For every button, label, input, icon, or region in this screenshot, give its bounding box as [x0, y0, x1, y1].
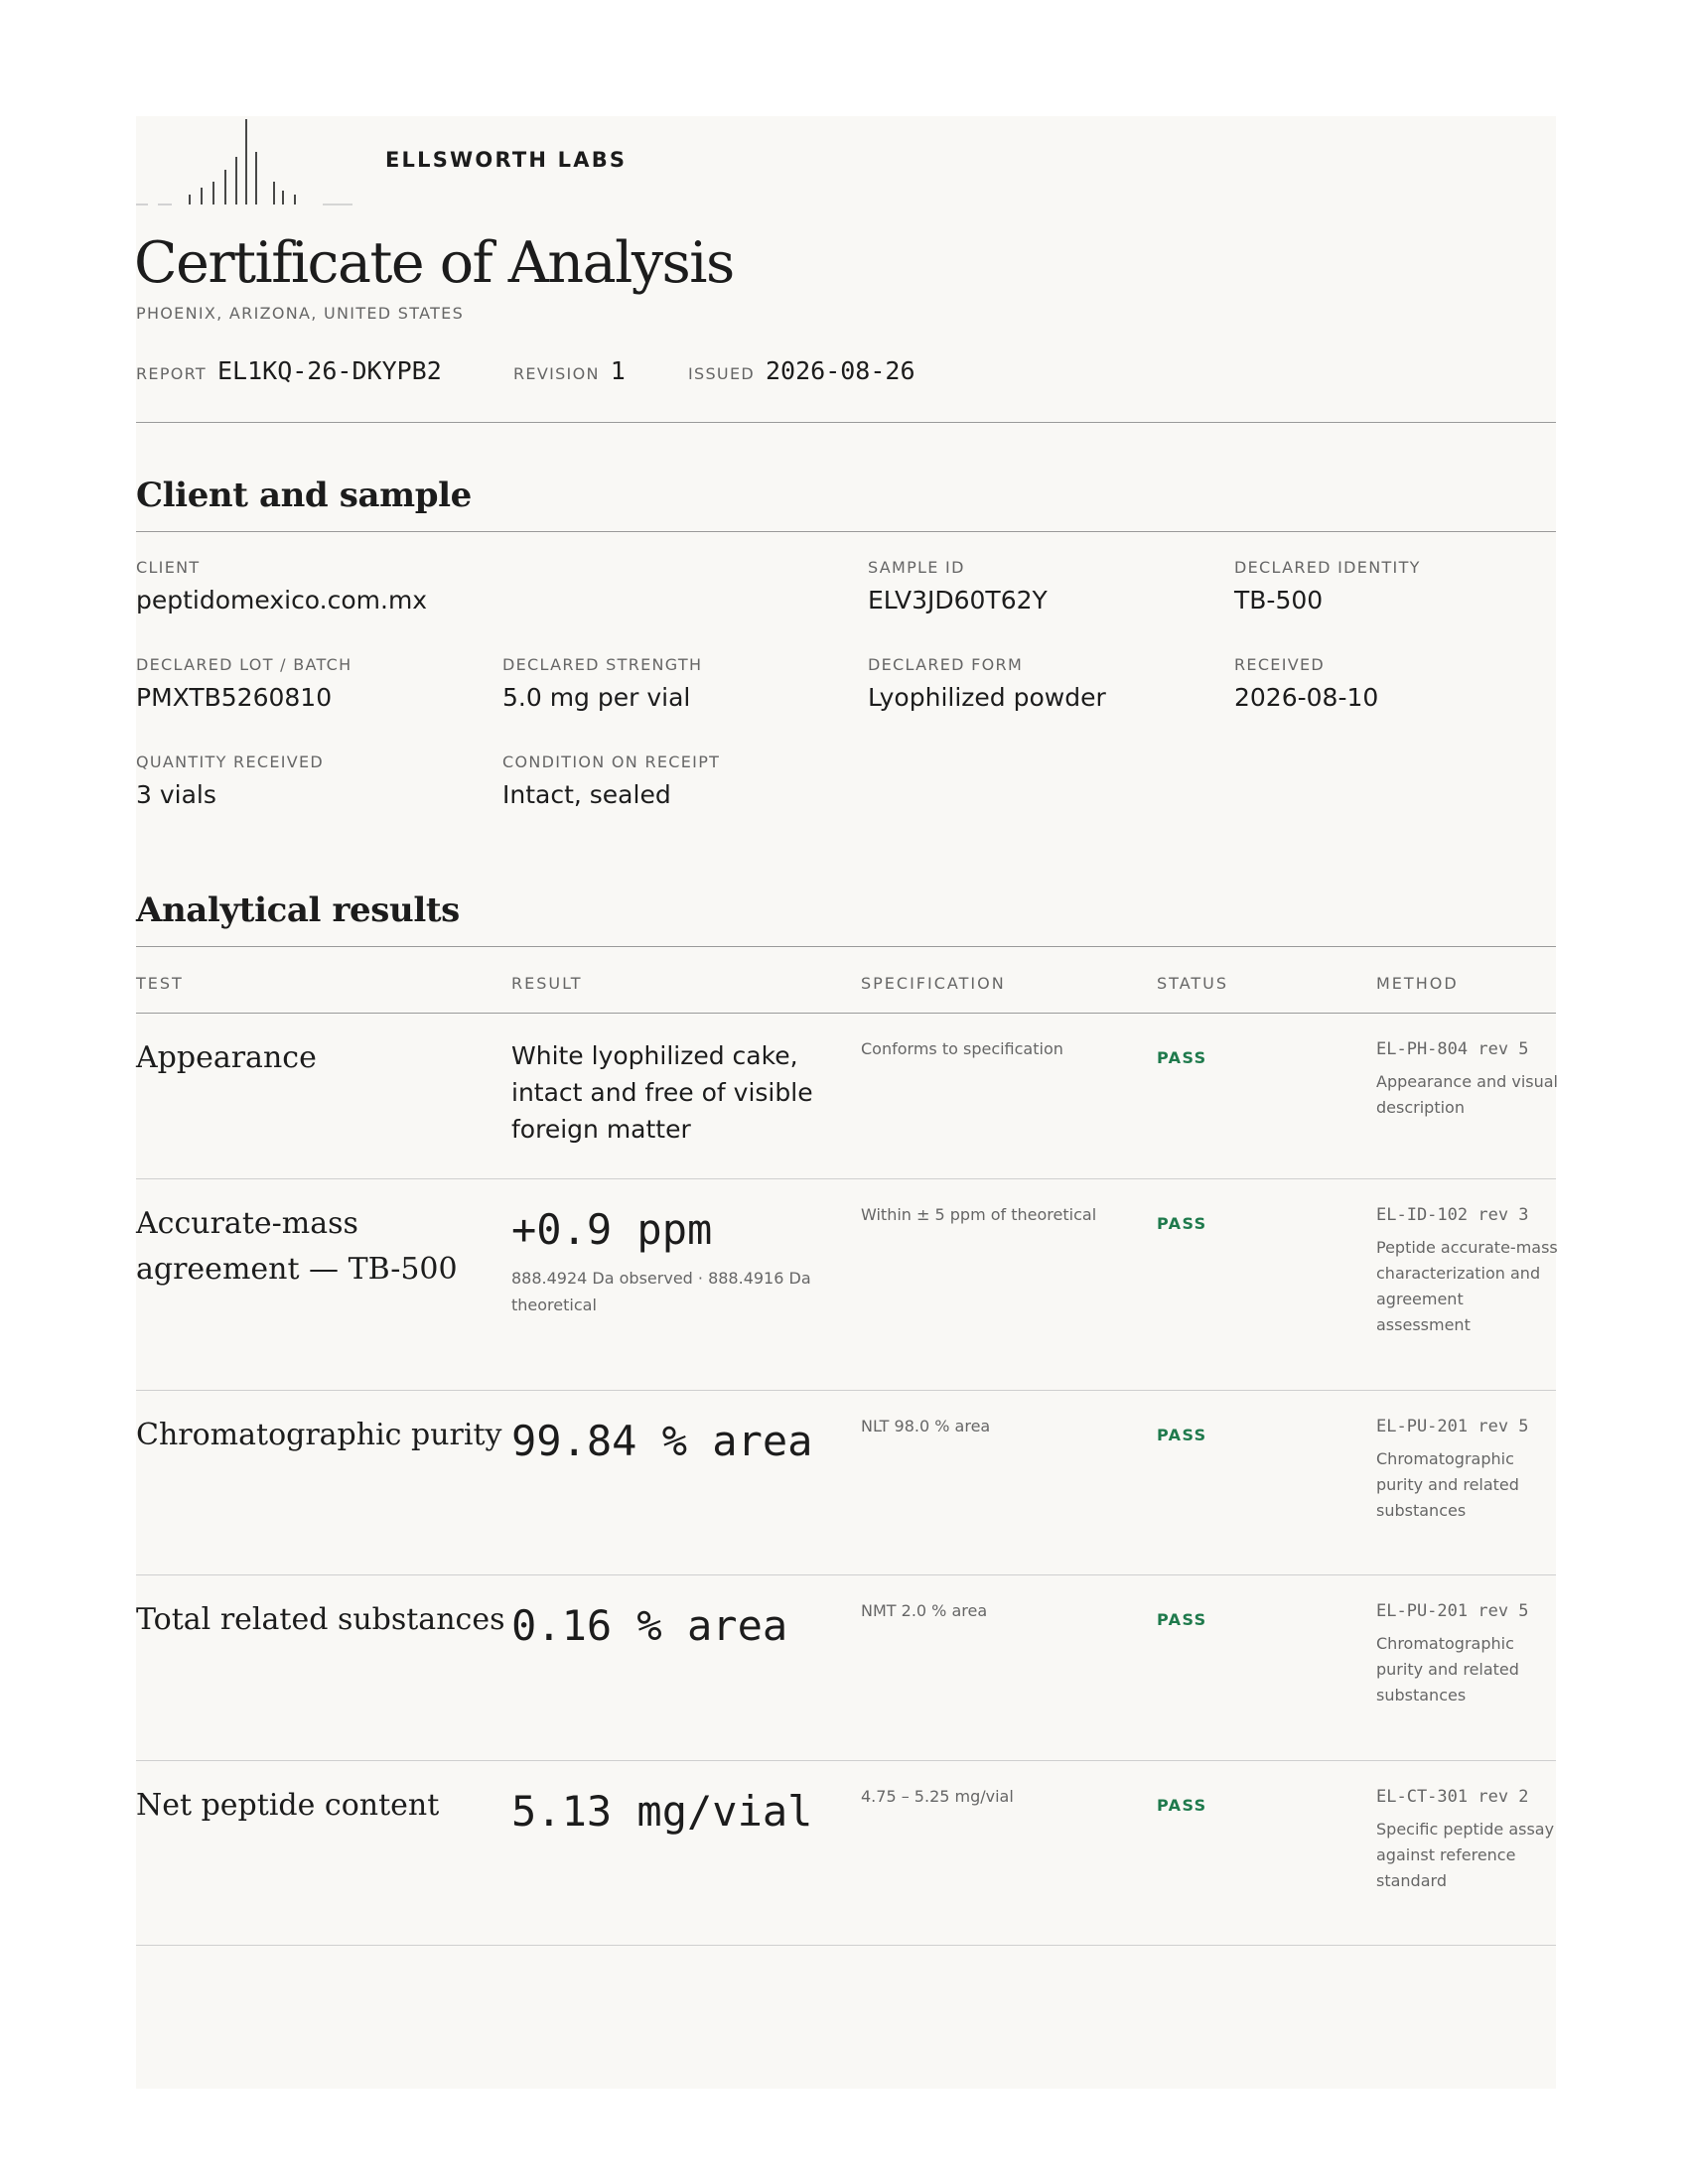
field-sample-id	[868, 558, 1048, 614]
field-declared-identity	[1234, 558, 1421, 614]
revision	[513, 356, 626, 385]
client-sample-heading: Client and sample	[136, 476, 472, 515]
certificate-sheet	[136, 116, 1556, 2089]
row-test-name: Chromatographic purity	[136, 1418, 502, 1452]
row-result-note: 888.4924 Da observed · 888.4916 Da theoretical	[511, 1269, 811, 1314]
results-divider	[136, 946, 1556, 947]
column-header-status: STATUS	[1157, 974, 1229, 993]
row-specification: NMT 2.0 % area	[861, 1601, 988, 1620]
field-label: CLIENT	[136, 558, 201, 577]
field-value: 5.0 mg per vial	[502, 683, 691, 712]
column-header-result: RESULT	[511, 974, 583, 993]
field-value: TB-500	[1234, 586, 1324, 614]
row-method-code: EL-CT-301 rev 2	[1376, 1787, 1529, 1807]
row-test-name: Total related substances	[136, 1602, 505, 1637]
field-label: RECEIVED	[1234, 655, 1326, 674]
page-title: Certificate of Analysis	[134, 230, 734, 296]
row-divider	[136, 1574, 1556, 1575]
row-method-description: Appearance and visual description	[1376, 1072, 1558, 1117]
field-label: CONDITION ON RECEIPT	[502, 752, 721, 771]
row-method-code: EL-PU-201 rev 5	[1376, 1417, 1529, 1436]
field-label: SAMPLE ID	[868, 558, 965, 577]
table-header-divider	[136, 1013, 1556, 1014]
field-value: Lyophilized powder	[868, 683, 1106, 712]
column-header-specification: SPECIFICATION	[861, 974, 1006, 993]
issued-date	[688, 356, 915, 385]
results-heading: Analytical results	[136, 890, 460, 930]
row-method-code: EL-ID-102 rev 3	[1376, 1205, 1529, 1225]
field-value: 2026-08-10	[1234, 683, 1379, 712]
row-method-code: EL-PH-804 rev 5	[1376, 1039, 1529, 1059]
report-number	[136, 356, 442, 385]
field-label: DECLARED LOT / BATCH	[136, 655, 352, 674]
row-specification: 4.75 – 5.25 mg/vial	[861, 1787, 1014, 1806]
field-label: DECLARED STRENGTH	[502, 655, 703, 674]
field-value: Intact, sealed	[502, 780, 671, 809]
lab-location: PHOENIX, ARIZONA, UNITED STATES	[136, 304, 465, 323]
row-divider	[136, 1760, 1556, 1761]
row-test-name: Net peptide content	[136, 1788, 440, 1823]
status-badge: PASS	[1157, 1796, 1207, 1815]
issued-value: 2026-08-26	[765, 356, 915, 385]
row-divider	[136, 1390, 1556, 1391]
row-method-description: Specific peptide assay against reference standard	[1376, 1820, 1555, 1890]
column-header-test: TEST	[136, 974, 184, 993]
column-header-method: METHOD	[1376, 974, 1459, 993]
field-value: PMXTB5260810	[136, 683, 333, 712]
status-badge: PASS	[1157, 1048, 1207, 1067]
revision-value: 1	[610, 356, 626, 385]
lab-name: ELLSWORTH LABS	[385, 148, 628, 172]
field-declared-lot	[136, 655, 352, 712]
field-label: DECLARED FORM	[868, 655, 1024, 674]
status-badge: PASS	[1157, 1426, 1207, 1444]
row-result: White lyophilized cake, intact and free of visible foreign matter	[511, 1041, 813, 1144]
row-specification: Conforms to specification	[861, 1039, 1063, 1058]
report-value: EL1KQ-26-DKYPB2	[217, 356, 442, 385]
row-method-description: Chromatographic purity and related substances	[1376, 1449, 1519, 1520]
row-method-description: Chromatographic purity and related substances	[1376, 1634, 1519, 1705]
row-result: 5.13 mg/vial	[511, 1787, 813, 1836]
field-client	[136, 558, 427, 614]
field-declared-form	[868, 655, 1106, 712]
chromatogram-logo-icon	[136, 116, 354, 205]
row-result: 0.16 % area	[511, 1601, 788, 1650]
report-label: REPORT	[136, 364, 207, 383]
row-specification: Within ± 5 ppm of theoretical	[861, 1205, 1097, 1224]
field-value: peptidomexico.com.mx	[136, 586, 428, 614]
field-value: ELV3JD60T62Y	[868, 586, 1048, 614]
row-method-code: EL-PU-201 rev 5	[1376, 1601, 1529, 1621]
field-condition-on-receipt	[502, 752, 720, 809]
row-method-description: Peptide accurate-mass characterization and agreement assessment	[1376, 1238, 1558, 1334]
row-test-name: Accurate-mass agreement — TB-500	[136, 1206, 458, 1287]
row-result: +0.9 ppm	[511, 1205, 713, 1254]
issued-label: ISSUED	[688, 364, 755, 383]
status-badge: PASS	[1157, 1610, 1207, 1629]
field-label: DECLARED IDENTITY	[1234, 558, 1421, 577]
client-sample-divider	[136, 531, 1556, 532]
revision-label: REVISION	[513, 364, 600, 383]
row-test-name: Appearance	[136, 1040, 317, 1075]
header-divider	[136, 422, 1556, 423]
status-badge: PASS	[1157, 1214, 1207, 1233]
row-specification: NLT 98.0 % area	[861, 1417, 991, 1435]
row-result: 99.84 % area	[511, 1417, 813, 1465]
field-declared-strength	[502, 655, 702, 712]
field-quantity-received	[136, 752, 324, 809]
field-value: 3 vials	[136, 780, 216, 809]
row-divider	[136, 1945, 1556, 1946]
field-label: QUANTITY RECEIVED	[136, 752, 325, 771]
row-divider	[136, 1178, 1556, 1179]
field-received	[1234, 655, 1378, 712]
